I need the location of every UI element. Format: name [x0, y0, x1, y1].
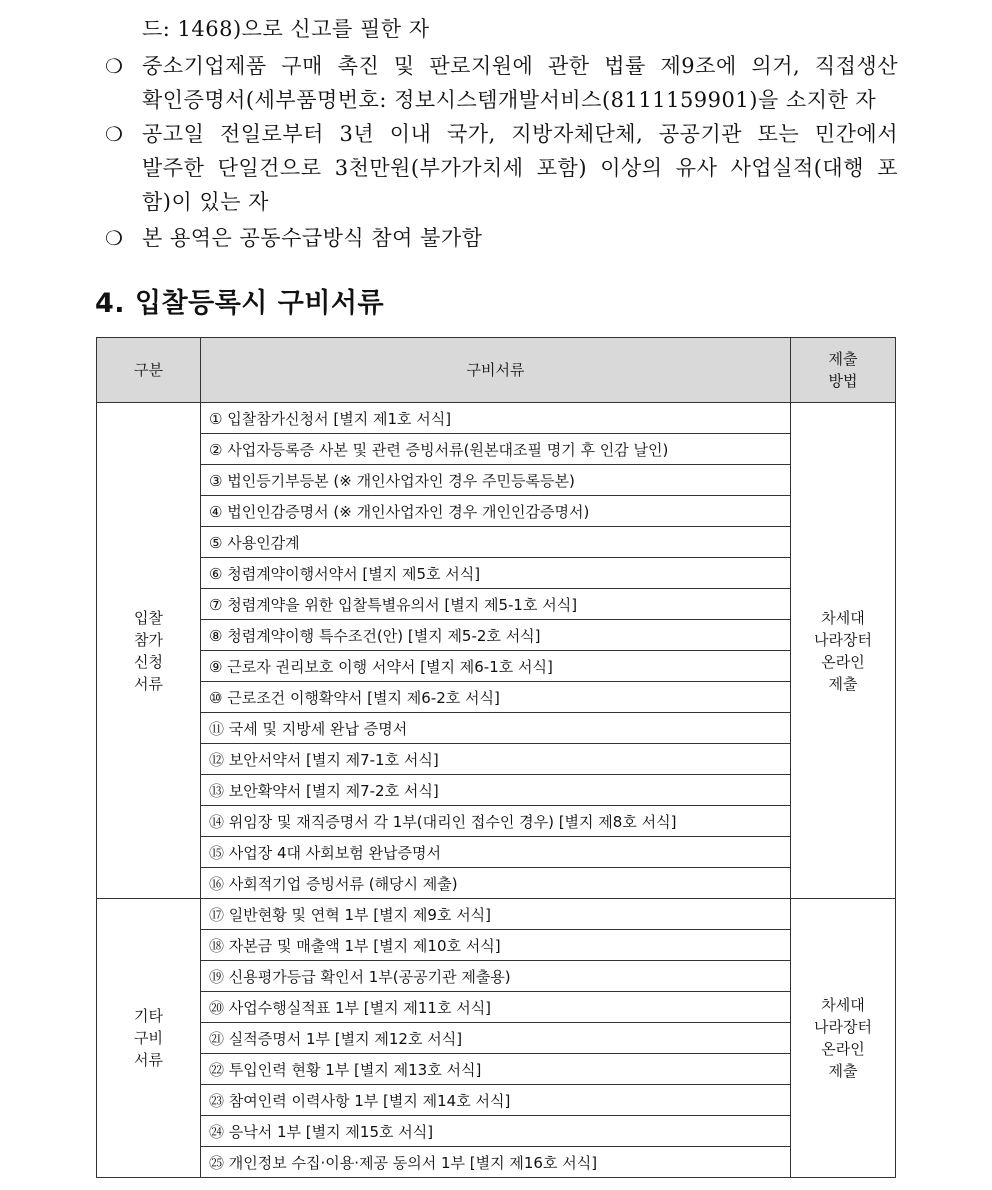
table-row [97, 713, 896, 744]
document-item: ⑦ 청렴계약을 위한 입찰특별유의서 [별지 제5-1호 서식] [201, 589, 791, 620]
document-item: ⑲ 신용평가등급 확인서 1부(공공기관 제출용) [201, 961, 791, 992]
table-row [97, 527, 896, 558]
document-item: ㉑ 실적증명서 1부 [별지 제12호 서식] [201, 1023, 791, 1054]
document-item: ⑥ 청렴계약이행서약서 [별지 제5호 서식] [201, 558, 791, 589]
intro-line-continued: 드: 1468)으로 신고를 필한 자 [142, 17, 430, 41]
table-row [97, 1085, 896, 1116]
requirement-text: 함)이 있는 자 [142, 190, 269, 214]
requirement-text: 발주한 단일건으로 3천만원(부가가치세 포함) 이상의 유사 사업실적(대행 포 [142, 156, 898, 180]
table-row [97, 837, 896, 868]
table-row [97, 651, 896, 682]
document-item: ⑪ 국세 및 지방세 완납 증명서 [201, 713, 791, 744]
table-row [97, 496, 896, 527]
requirement-text: 본 용역은 공동수급방식 참여 불가함 [142, 226, 483, 250]
document-item: ⑯ 사회적기업 증빙서류 (해당시 제출) [201, 868, 791, 899]
category-cell: 기타 구비 서류 [97, 899, 201, 1178]
document-item: ㉓ 참여인력 이력사항 1부 [별지 제14호 서식] [201, 1085, 791, 1116]
table-row [97, 899, 896, 930]
bullet-icon: ❍ [105, 226, 123, 250]
document-item: ① 입찰참가신청서 [별지 제1호 서식] [201, 403, 791, 434]
document-item: ⑰ 일반현황 및 연혁 1부 [별지 제9호 서식] [201, 899, 791, 930]
table-row [97, 620, 896, 651]
table-row [97, 806, 896, 837]
table-header-row [97, 338, 896, 403]
requirement-text: 공고일 전일로부터 3년 이내 국가, 지방자체단체, 공공기관 또는 민간에서 [142, 122, 898, 146]
document-item: ⑱ 자본금 및 매출액 1부 [별지 제10호 서식] [201, 930, 791, 961]
header-category: 구분 [97, 338, 201, 403]
table-row [97, 1147, 896, 1178]
table-row [97, 1054, 896, 1085]
document-item: ② 사업자등록증 사본 및 관련 증빙서류(원본대조필 명기 후 인감 날인) [201, 434, 791, 465]
document-item: ⑤ 사용인감계 [201, 527, 791, 558]
table-row [97, 744, 896, 775]
section-title: 4. 입찰등록시 구비서류 [95, 288, 385, 319]
document-item: ④ 법인인감증명서 (※ 개인사업자인 경우 개인인감증명서) [201, 496, 791, 527]
table-row [97, 961, 896, 992]
document-item: ⑧ 청렴계약이행 특수조건(안) [별지 제5-2호 서식] [201, 620, 791, 651]
requirement-text: 확인증명서(세부품명번호: 정보시스템개발서비스(8111159901)을 소지한 자 [142, 88, 877, 112]
bullet-icon: ❍ [105, 122, 123, 146]
table-row [97, 558, 896, 589]
table-row [97, 682, 896, 713]
header-documents: 구비서류 [201, 338, 791, 403]
document-item: ⑭ 위임장 및 재직증명서 각 1부(대리인 접수인 경우) [별지 제8호 서식] [201, 806, 791, 837]
document-item: ⑮ 사업장 4대 사회보험 완납증명서 [201, 837, 791, 868]
document-item: ⑳ 사업수행실적표 1부 [별지 제11호 서식] [201, 992, 791, 1023]
submission-method-cell: 차세대 나라장터 온라인 제출 [791, 899, 896, 1178]
document-item: ⑬ 보안확약서 [별지 제7-2호 서식] [201, 775, 791, 806]
document-item: ⑫ 보안서약서 [별지 제7-1호 서식] [201, 744, 791, 775]
document-item: ③ 법인등기부등본 (※ 개인사업자인 경우 주민등록등본) [201, 465, 791, 496]
requirement-text: 중소기업제품 구매 촉진 및 판로지원에 관한 법률 제9조에 의거, 직접생산 [142, 54, 898, 78]
table-row [97, 403, 896, 434]
document-item: ⑩ 근로조건 이행확약서 [별지 제6-2호 서식] [201, 682, 791, 713]
table-row [97, 1023, 896, 1054]
required-documents-table [96, 337, 896, 1178]
bullet-icon: ❍ [105, 54, 123, 78]
header-method: 제출 방법 [791, 338, 896, 403]
table-row [97, 992, 896, 1023]
table-row [97, 434, 896, 465]
document-item: ⑨ 근로자 권리보호 이행 서약서 [별지 제6-1호 서식] [201, 651, 791, 682]
table-row [97, 589, 896, 620]
table-row [97, 465, 896, 496]
submission-method-cell: 차세대 나라장터 온라인 제출 [791, 403, 896, 899]
table-row [97, 868, 896, 899]
document-item: ㉕ 개인정보 수집·이용·제공 동의서 1부 [별지 제16호 서식] [201, 1147, 791, 1178]
document-item: ㉒ 투입인력 현황 1부 [별지 제13호 서식] [201, 1054, 791, 1085]
table-row [97, 1116, 896, 1147]
table-row [97, 775, 896, 806]
document-item: ㉔ 응낙서 1부 [별지 제15호 서식] [201, 1116, 791, 1147]
table-row [97, 930, 896, 961]
category-cell: 입찰 참가 신청 서류 [97, 403, 201, 899]
